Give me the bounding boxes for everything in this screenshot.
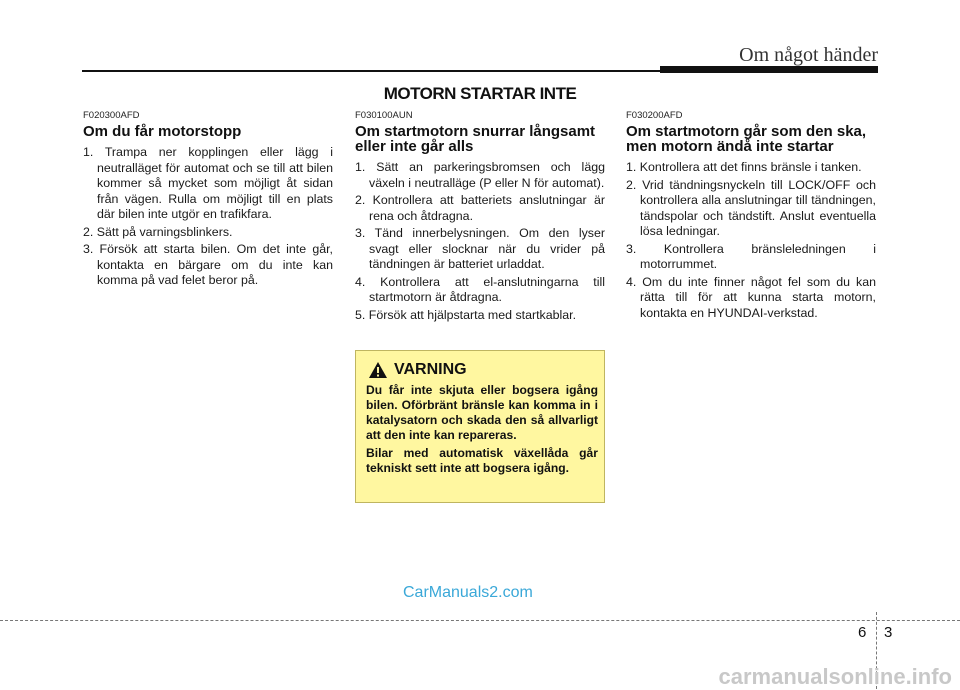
section-code: F030100AUN [355, 110, 413, 121]
section-heading: Om du får motorstopp [83, 123, 242, 140]
list-item: 2. Vrid tändningsnyckeln till LOCK/OFF och kontrollera alla anslutningar till tändningen, tändspolar och tändstift. Anslut eventuella lösa ledningar. [626, 177, 876, 238]
list-item: 4. Om du inte finner något fel som du kan rätta till för att kunna starta motorn, kontakta en HYUNDAI-verkstad. [626, 274, 876, 320]
list-item: 2. Kontrollera att batteriets anslutningar är rena och åtdragna. [355, 193, 605, 223]
list-item: 2. Sätt på varningsblinkers. [83, 224, 233, 239]
column-motorn-startar-inte [626, 110, 876, 323]
column-motorstopp [83, 110, 333, 291]
footer-divider [0, 620, 960, 621]
section-code: F020300AFD [83, 110, 140, 121]
chapter-title: Om något händer [739, 44, 878, 66]
list-item: 5. Försök att hjälpstarta med startkablar. [355, 307, 577, 322]
warning-title: VARNING [394, 361, 467, 378]
list-item: 1. Sätt an parkeringsbromsen och lägg växeln i neutralläge (P eller N för automat). [355, 160, 605, 190]
column-startmotor-langsamt [355, 110, 605, 325]
section-code: F030200AFD [626, 110, 683, 121]
section-title: MOTORN STARTAR INTE [383, 84, 577, 103]
header-rule-thick [660, 66, 878, 73]
instruction-list [626, 160, 876, 321]
header-rule [82, 70, 660, 72]
list-item: 3. Tänd innerbelysningen. Om den lyser svagt eller slocknar när du vrider på tändningen är batteriet urladdat. [355, 226, 605, 271]
warning-triangle-icon [368, 361, 388, 379]
list-item: 3. Kontrollera bränsleledningen i motorrummet. [626, 241, 876, 271]
warning-header [368, 361, 598, 379]
list-item: 1. Kontrollera att det finns bränsle i tanken. [626, 160, 862, 174]
page-number: 3 [884, 624, 893, 641]
list-item: 4. Kontrollera att el-anslutningarna till startmotorn är åtdragna. [355, 274, 605, 304]
warning-box [355, 350, 605, 503]
list-item: 1. Trampa ner kopplingen eller lägg i neutralläget för automat och se till att bilen kommer så mycket som möjligt åt sidan från vägen. Rulla om möjligt till en plats där bilen inte utgör en trafikfara. [83, 145, 333, 221]
warning-text: Bilar med automatisk växellåda går tekniskt sett inte att bogsera igång. [366, 446, 598, 475]
section-heading: Om startmotorn snurrar långsamt eller inte går alls [355, 123, 596, 155]
bottom-watermark: carmanualsonline.info [718, 664, 952, 689]
list-item: 3. Försök att starta bilen. Om det inte går, kontakta en bärgare om du inte kan komma på vad felet beror på. [83, 242, 333, 287]
instruction-list [83, 145, 333, 289]
instruction-list [355, 160, 605, 323]
warning-text: Du får inte skjuta eller bogsera igång bilen. Oförbränt bränsle kan komma in i katalysatorn och skada den så allvarligt att den inte kan repareras. [366, 383, 598, 442]
section-heading: Om startmotorn går som den ska, men motorn ändå inte startar [626, 123, 867, 155]
chapter-number: 6 [858, 624, 867, 641]
watermark-link[interactable]: CarManuals2.com [403, 584, 533, 601]
